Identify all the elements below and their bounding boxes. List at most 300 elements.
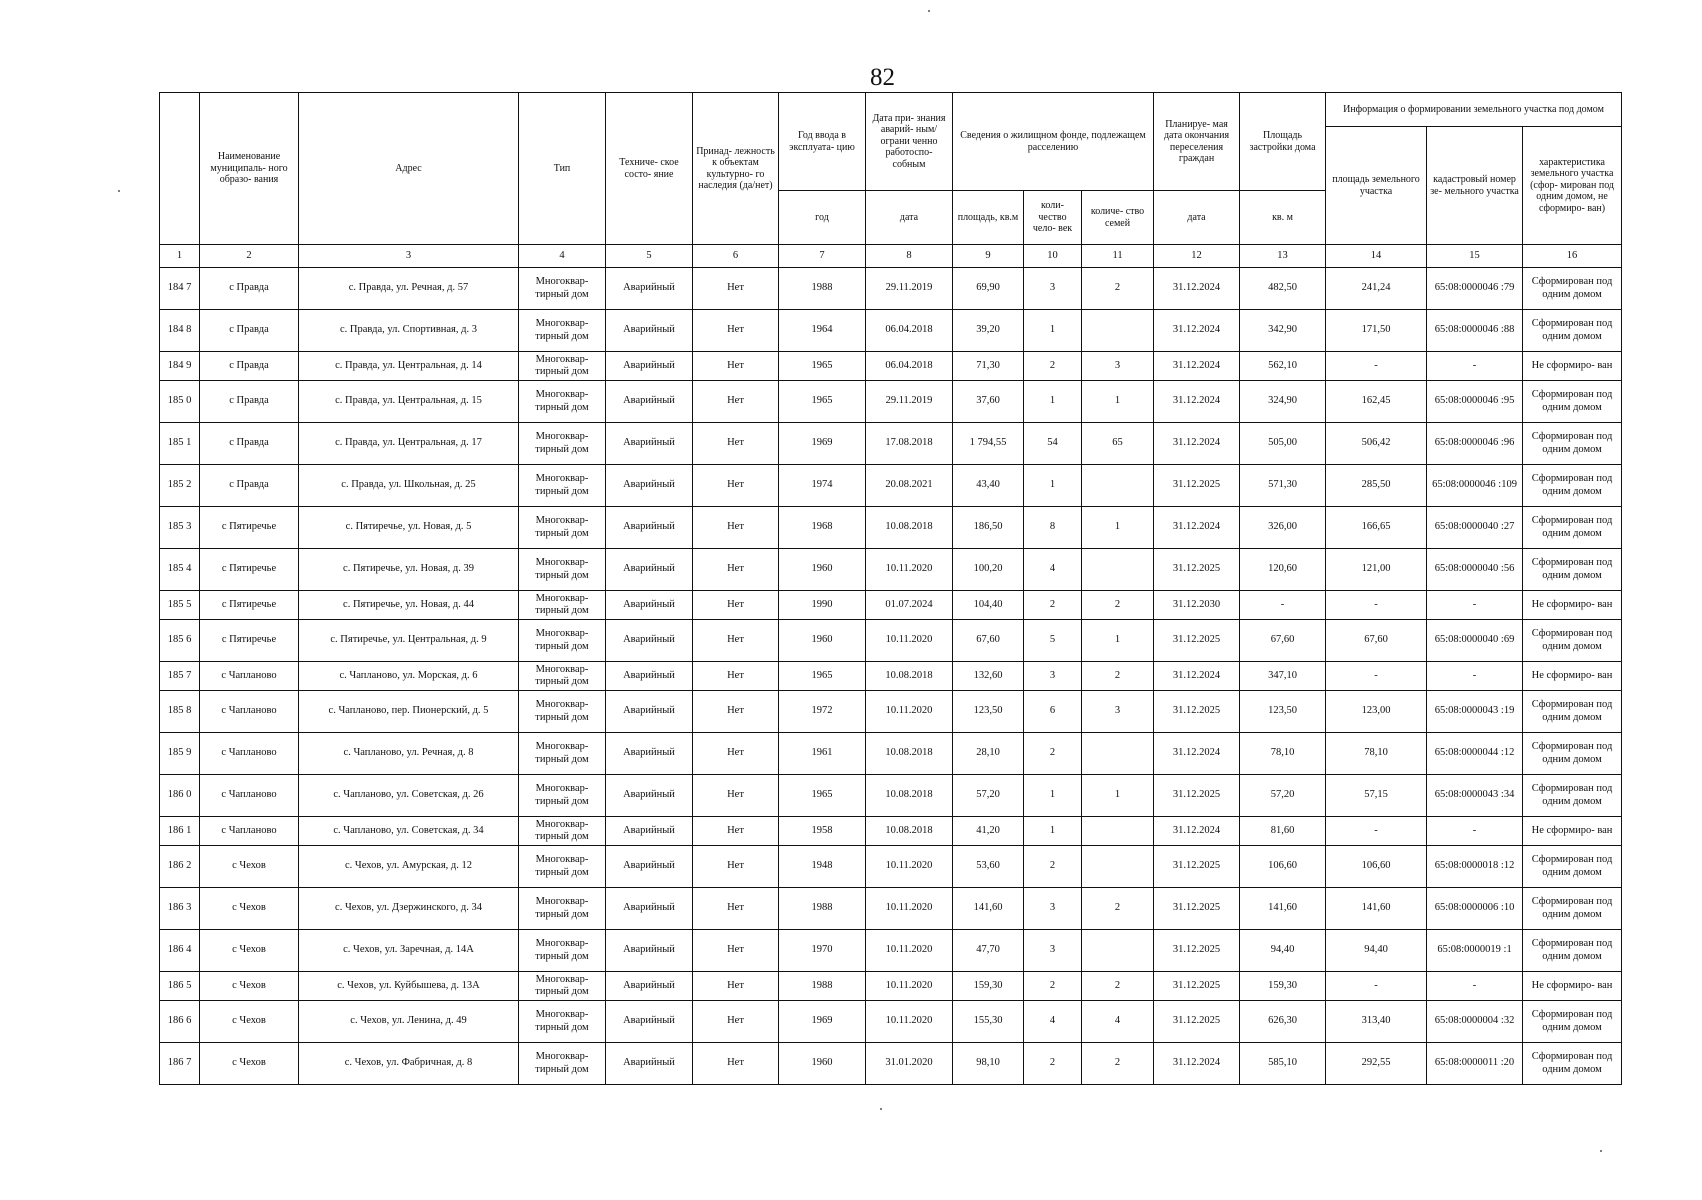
people-cell: 5 (1024, 620, 1082, 662)
header-empty-cell (160, 93, 200, 245)
year-cell: 1988 (779, 268, 866, 310)
planned-date-cell: 31.12.2025 (1154, 465, 1240, 507)
state-cell: Аварийный (606, 1043, 693, 1085)
land-char-cell: Сформирован под одним домом (1523, 310, 1622, 352)
emergency-date-cell: 31.01.2020 (866, 1043, 953, 1085)
land-char-cell: Сформирован под одним домом (1523, 930, 1622, 972)
cadastral-cell: 65:08:0000040 :27 (1427, 507, 1523, 549)
emergency-date-cell: 20.08.2021 (866, 465, 953, 507)
table-row (160, 775, 1622, 817)
cadastral-cell: 65:08:0000019 :1 (1427, 930, 1523, 972)
building-area-cell: 67,60 (1240, 620, 1326, 662)
cadastral-cell: - (1427, 591, 1523, 620)
people-cell: 4 (1024, 1001, 1082, 1043)
row-number: 186 5 (160, 972, 200, 1001)
building-area-cell: 342,90 (1240, 310, 1326, 352)
state-cell: Аварийный (606, 972, 693, 1001)
families-cell (1082, 846, 1154, 888)
families-cell: 1 (1082, 507, 1154, 549)
table-body (160, 268, 1622, 1085)
families-cell: 2 (1082, 1043, 1154, 1085)
families-cell (1082, 465, 1154, 507)
people-cell: 2 (1024, 733, 1082, 775)
row-number: 186 6 (160, 1001, 200, 1043)
area-cell: 47,70 (953, 930, 1024, 972)
table-row (160, 620, 1622, 662)
municipality-cell: с Чехов (200, 846, 299, 888)
table-row (160, 465, 1622, 507)
address-cell: с. Чапланово, ул. Морская, д. 6 (299, 662, 519, 691)
type-cell: Многоквар- тирный дом (519, 846, 606, 888)
address-cell: с. Чехов, ул. Дзержинского, д. 34 (299, 888, 519, 930)
header-heritage: Принад- лежность к объектам культурно- го наследия (да/нет) (693, 93, 779, 245)
address-cell: с. Чапланово, пер. Пионерский, д. 5 (299, 691, 519, 733)
year-cell: 1990 (779, 591, 866, 620)
building-area-cell: 57,20 (1240, 775, 1326, 817)
building-area-cell: 571,30 (1240, 465, 1326, 507)
year-cell: 1960 (779, 549, 866, 591)
planned-date-cell: 31.12.2024 (1154, 423, 1240, 465)
year-cell: 1970 (779, 930, 866, 972)
area-cell: 67,60 (953, 620, 1024, 662)
municipality-cell: с Чехов (200, 1001, 299, 1043)
year-cell: 1960 (779, 620, 866, 662)
row-number: 186 1 (160, 817, 200, 846)
municipality-cell: с Правда (200, 268, 299, 310)
emergency-date-cell: 29.11.2019 (866, 381, 953, 423)
address-cell: с. Чехов, ул. Амурская, д. 12 (299, 846, 519, 888)
families-cell: 3 (1082, 352, 1154, 381)
state-cell: Аварийный (606, 268, 693, 310)
land-char-cell: Не сформиро- ван (1523, 352, 1622, 381)
families-cell: 1 (1082, 775, 1154, 817)
land-char-cell: Сформирован под одним домом (1523, 507, 1622, 549)
people-cell: 8 (1024, 507, 1082, 549)
cadastral-cell: - (1427, 352, 1523, 381)
families-cell (1082, 549, 1154, 591)
type-cell: Многоквар- тирный дом (519, 620, 606, 662)
column-number: 9 (953, 245, 1024, 268)
year-cell: 1965 (779, 352, 866, 381)
emergency-date-cell: 17.08.2018 (866, 423, 953, 465)
heritage-cell: Нет (693, 888, 779, 930)
cadastral-cell: 65:08:0000004 :32 (1427, 1001, 1523, 1043)
type-cell: Многоквар- тирный дом (519, 930, 606, 972)
area-cell: 100,20 (953, 549, 1024, 591)
address-cell: с. Правда, ул. Центральная, д. 17 (299, 423, 519, 465)
table-row (160, 817, 1622, 846)
year-cell: 1948 (779, 846, 866, 888)
table-row (160, 549, 1622, 591)
planned-date-cell: 31.12.2025 (1154, 930, 1240, 972)
emergency-date-cell: 10.11.2020 (866, 549, 953, 591)
people-cell: 2 (1024, 846, 1082, 888)
header-type: Тип (519, 93, 606, 245)
planned-date-cell: 31.12.2025 (1154, 775, 1240, 817)
municipality-cell: с Правда (200, 310, 299, 352)
type-cell: Многоквар- тирный дом (519, 352, 606, 381)
row-number: 186 7 (160, 1043, 200, 1085)
people-cell: 1 (1024, 465, 1082, 507)
table-row (160, 423, 1622, 465)
year-cell: 1961 (779, 733, 866, 775)
land-char-cell: Сформирован под одним домом (1523, 423, 1622, 465)
table-row (160, 1001, 1622, 1043)
address-cell: с. Правда, ул. Центральная, д. 15 (299, 381, 519, 423)
emergency-date-cell: 10.08.2018 (866, 733, 953, 775)
land-area-cell: 57,15 (1326, 775, 1427, 817)
emergency-date-cell: 10.08.2018 (866, 775, 953, 817)
area-cell: 53,60 (953, 846, 1024, 888)
heritage-cell: Нет (693, 423, 779, 465)
land-char-cell: Не сформиро- ван (1523, 591, 1622, 620)
area-cell: 37,60 (953, 381, 1024, 423)
municipality-cell: с Правда (200, 381, 299, 423)
area-cell: 98,10 (953, 1043, 1024, 1085)
planned-date-cell: 31.12.2024 (1154, 352, 1240, 381)
row-number: 186 4 (160, 930, 200, 972)
header-land-char: характеристика земельного участка (сфор- мирован под одним домом, не сформиро- ван) (1523, 127, 1622, 245)
type-cell: Многоквар- тирный дом (519, 1043, 606, 1085)
heritage-cell: Нет (693, 691, 779, 733)
table-row (160, 846, 1622, 888)
address-cell: с. Чапланово, ул. Речная, д. 8 (299, 733, 519, 775)
municipality-cell: с Чехов (200, 972, 299, 1001)
families-cell: 2 (1082, 972, 1154, 1001)
type-cell: Многоквар- тирный дом (519, 972, 606, 1001)
emergency-date-cell: 29.11.2019 (866, 268, 953, 310)
cadastral-cell: 65:08:0000018 :12 (1427, 846, 1523, 888)
land-area-cell: 141,60 (1326, 888, 1427, 930)
planned-date-cell: 31.12.2025 (1154, 620, 1240, 662)
year-cell: 1968 (779, 507, 866, 549)
people-cell: 3 (1024, 662, 1082, 691)
year-cell: 1974 (779, 465, 866, 507)
planned-date-cell: 31.12.2025 (1154, 1001, 1240, 1043)
land-char-cell: Сформирован под одним домом (1523, 1043, 1622, 1085)
state-cell: Аварийный (606, 733, 693, 775)
people-cell: 3 (1024, 888, 1082, 930)
families-cell: 1 (1082, 620, 1154, 662)
people-cell: 2 (1024, 1043, 1082, 1085)
state-cell: Аварийный (606, 620, 693, 662)
families-cell (1082, 817, 1154, 846)
type-cell: Многоквар- тирный дом (519, 662, 606, 691)
column-number: 5 (606, 245, 693, 268)
year-cell: 1988 (779, 888, 866, 930)
cadastral-cell: 65:08:0000044 :12 (1427, 733, 1523, 775)
year-cell: 1965 (779, 775, 866, 817)
cadastral-cell: 65:08:0000046 :109 (1427, 465, 1523, 507)
row-number: 184 7 (160, 268, 200, 310)
type-cell: Многоквар- тирный дом (519, 549, 606, 591)
heritage-cell: Нет (693, 620, 779, 662)
column-number: 1 (160, 245, 200, 268)
planned-date-cell: 31.12.2024 (1154, 381, 1240, 423)
row-number: 186 2 (160, 846, 200, 888)
area-cell: 1 794,55 (953, 423, 1024, 465)
building-area-cell: - (1240, 591, 1326, 620)
cadastral-cell: 65:08:0000011 :20 (1427, 1043, 1523, 1085)
cadastral-cell: 65:08:0000046 :96 (1427, 423, 1523, 465)
table-row (160, 1043, 1622, 1085)
emergency-date-cell: 10.11.2020 (866, 846, 953, 888)
type-cell: Многоквар- тирный дом (519, 381, 606, 423)
emergency-date-cell: 10.11.2020 (866, 691, 953, 733)
type-cell: Многоквар- тирный дом (519, 733, 606, 775)
municipality-cell: с Чапланово (200, 775, 299, 817)
row-number: 184 8 (160, 310, 200, 352)
planned-date-cell: 31.12.2025 (1154, 846, 1240, 888)
row-number: 184 9 (160, 352, 200, 381)
header-building-area: Площадь застройки дома (1240, 93, 1326, 191)
area-cell: 39,20 (953, 310, 1024, 352)
state-cell: Аварийный (606, 930, 693, 972)
land-area-cell: 166,65 (1326, 507, 1427, 549)
emergency-date-cell: 10.11.2020 (866, 930, 953, 972)
cadastral-cell: 65:08:0000046 :88 (1427, 310, 1523, 352)
row-number: 186 0 (160, 775, 200, 817)
emergency-date-cell: 10.11.2020 (866, 972, 953, 1001)
cadastral-cell: 65:08:0000006 :10 (1427, 888, 1523, 930)
building-area-cell: 324,90 (1240, 381, 1326, 423)
state-cell: Аварийный (606, 591, 693, 620)
people-cell: 6 (1024, 691, 1082, 733)
heritage-cell: Нет (693, 930, 779, 972)
header-planned-date: Планируе- мая дата окончания переселения граждан (1154, 93, 1240, 191)
families-cell: 65 (1082, 423, 1154, 465)
state-cell: Аварийный (606, 846, 693, 888)
housing-table (159, 92, 1622, 1085)
families-cell (1082, 930, 1154, 972)
table-row (160, 972, 1622, 1001)
land-area-cell: 241,24 (1326, 268, 1427, 310)
address-cell: с. Правда, ул. Центральная, д. 14 (299, 352, 519, 381)
municipality-cell: с Чехов (200, 930, 299, 972)
scan-speck (880, 1108, 882, 1110)
type-cell: Многоквар- тирный дом (519, 423, 606, 465)
municipality-cell: с Пятиречье (200, 591, 299, 620)
type-cell: Многоквар- тирный дом (519, 465, 606, 507)
address-cell: с. Чехов, ул. Куйбышева, д. 13А (299, 972, 519, 1001)
column-number: 14 (1326, 245, 1427, 268)
heritage-cell: Нет (693, 972, 779, 1001)
building-area-cell: 347,10 (1240, 662, 1326, 691)
building-area-cell: 326,00 (1240, 507, 1326, 549)
cadastral-cell: 65:08:0000040 :56 (1427, 549, 1523, 591)
planned-date-cell: 31.12.2024 (1154, 733, 1240, 775)
land-area-cell: - (1326, 662, 1427, 691)
municipality-cell: с Чапланово (200, 662, 299, 691)
cadastral-cell: - (1427, 817, 1523, 846)
area-cell: 123,50 (953, 691, 1024, 733)
land-char-cell: Сформирован под одним домом (1523, 775, 1622, 817)
row-number: 185 6 (160, 620, 200, 662)
row-number: 185 2 (160, 465, 200, 507)
heritage-cell: Нет (693, 775, 779, 817)
heritage-cell: Нет (693, 662, 779, 691)
emergency-date-cell: 06.04.2018 (866, 352, 953, 381)
land-area-cell: 94,40 (1326, 930, 1427, 972)
column-number: 10 (1024, 245, 1082, 268)
people-cell: 1 (1024, 775, 1082, 817)
land-area-cell: 171,50 (1326, 310, 1427, 352)
year-cell: 1958 (779, 817, 866, 846)
header-tech-state: Техниче- ское состо- яние (606, 93, 693, 245)
families-cell: 4 (1082, 1001, 1154, 1043)
people-cell: 2 (1024, 972, 1082, 1001)
state-cell: Аварийный (606, 1001, 693, 1043)
state-cell: Аварийный (606, 817, 693, 846)
land-char-cell: Сформирован под одним домом (1523, 846, 1622, 888)
header-sub-people: коли- чество чело- век (1024, 191, 1082, 245)
cadastral-cell: - (1427, 662, 1523, 691)
cadastral-cell: 65:08:0000043 :19 (1427, 691, 1523, 733)
column-number: 2 (200, 245, 299, 268)
year-cell: 1965 (779, 381, 866, 423)
row-number: 185 5 (160, 591, 200, 620)
scan-speck (118, 190, 120, 192)
families-cell (1082, 733, 1154, 775)
municipality-cell: с Пятиречье (200, 549, 299, 591)
emergency-date-cell: 10.08.2018 (866, 662, 953, 691)
address-cell: с. Чехов, ул. Ленина, д. 49 (299, 1001, 519, 1043)
header-land-area: площадь земельного участка (1326, 127, 1427, 245)
building-area-cell: 120,60 (1240, 549, 1326, 591)
state-cell: Аварийный (606, 465, 693, 507)
scan-speck (928, 10, 930, 12)
people-cell: 1 (1024, 381, 1082, 423)
column-number: 8 (866, 245, 953, 268)
planned-date-cell: 31.12.2025 (1154, 691, 1240, 733)
building-area-cell: 562,10 (1240, 352, 1326, 381)
column-number: 7 (779, 245, 866, 268)
table-row (160, 733, 1622, 775)
land-area-cell: 78,10 (1326, 733, 1427, 775)
state-cell: Аварийный (606, 423, 693, 465)
table-row (160, 691, 1622, 733)
header-municipality: Наименование муниципаль- ного образо- вания (200, 93, 299, 245)
land-char-cell: Не сформиро- ван (1523, 817, 1622, 846)
land-area-cell: 313,40 (1326, 1001, 1427, 1043)
table-row (160, 507, 1622, 549)
address-cell: с. Пятиречье, ул. Новая, д. 39 (299, 549, 519, 591)
area-cell: 141,60 (953, 888, 1024, 930)
land-char-cell: Не сформиро- ван (1523, 972, 1622, 1001)
municipality-cell: с Правда (200, 352, 299, 381)
year-cell: 1969 (779, 1001, 866, 1043)
land-char-cell: Не сформиро- ван (1523, 662, 1622, 691)
land-char-cell: Сформирован под одним домом (1523, 549, 1622, 591)
municipality-cell: с Пятиречье (200, 507, 299, 549)
land-char-cell: Сформирован под одним домом (1523, 465, 1622, 507)
land-char-cell: Сформирован под одним домом (1523, 733, 1622, 775)
heritage-cell: Нет (693, 465, 779, 507)
land-char-cell: Сформирован под одним домом (1523, 691, 1622, 733)
header-address: Адрес (299, 93, 519, 245)
address-cell: с. Чапланово, ул. Советская, д. 26 (299, 775, 519, 817)
row-number: 186 3 (160, 888, 200, 930)
area-cell: 71,30 (953, 352, 1024, 381)
families-cell: 3 (1082, 691, 1154, 733)
planned-date-cell: 31.12.2025 (1154, 972, 1240, 1001)
heritage-cell: Нет (693, 268, 779, 310)
building-area-cell: 626,30 (1240, 1001, 1326, 1043)
heritage-cell: Нет (693, 1043, 779, 1085)
emergency-date-cell: 10.11.2020 (866, 620, 953, 662)
building-area-cell: 94,40 (1240, 930, 1326, 972)
heritage-cell: Нет (693, 817, 779, 846)
state-cell: Аварийный (606, 381, 693, 423)
type-cell: Многоквар- тирный дом (519, 268, 606, 310)
heritage-cell: Нет (693, 310, 779, 352)
people-cell: 3 (1024, 268, 1082, 310)
header-sub-families: количе- ство семей (1082, 191, 1154, 245)
municipality-cell: с Чехов (200, 888, 299, 930)
land-area-cell: 67,60 (1326, 620, 1427, 662)
heritage-cell: Нет (693, 733, 779, 775)
planned-date-cell: 31.12.2024 (1154, 1043, 1240, 1085)
column-number: 11 (1082, 245, 1154, 268)
families-cell: 2 (1082, 888, 1154, 930)
land-area-cell: - (1326, 817, 1427, 846)
type-cell: Многоквар- тирный дом (519, 591, 606, 620)
area-cell: 132,60 (953, 662, 1024, 691)
table-row (160, 268, 1622, 310)
people-cell: 54 (1024, 423, 1082, 465)
building-area-cell: 141,60 (1240, 888, 1326, 930)
emergency-date-cell: 10.11.2020 (866, 1001, 953, 1043)
scan-speck (1600, 1150, 1602, 1152)
area-cell: 155,30 (953, 1001, 1024, 1043)
column-number: 13 (1240, 245, 1326, 268)
type-cell: Многоквар- тирный дом (519, 817, 606, 846)
header-year-built: Год ввода в эксплуата- цию (779, 93, 866, 191)
heritage-cell: Нет (693, 591, 779, 620)
building-area-cell: 106,60 (1240, 846, 1326, 888)
table-row (160, 662, 1622, 691)
heritage-cell: Нет (693, 1001, 779, 1043)
families-cell (1082, 310, 1154, 352)
land-area-cell: 285,50 (1326, 465, 1427, 507)
year-cell: 1972 (779, 691, 866, 733)
row-number: 185 1 (160, 423, 200, 465)
land-area-cell: 106,60 (1326, 846, 1427, 888)
year-cell: 1965 (779, 662, 866, 691)
type-cell: Многоквар- тирный дом (519, 507, 606, 549)
land-char-cell: Сформирован под одним домом (1523, 1001, 1622, 1043)
building-area-cell: 505,00 (1240, 423, 1326, 465)
families-cell: 2 (1082, 591, 1154, 620)
area-cell: 28,10 (953, 733, 1024, 775)
planned-date-cell: 31.12.2025 (1154, 549, 1240, 591)
state-cell: Аварийный (606, 507, 693, 549)
type-cell: Многоквар- тирный дом (519, 775, 606, 817)
people-cell: 2 (1024, 352, 1082, 381)
header-housing-group: Сведения о жилищном фонде, подлежащем расселению (953, 93, 1154, 191)
row-number: 185 4 (160, 549, 200, 591)
building-area-cell: 123,50 (1240, 691, 1326, 733)
area-cell: 69,90 (953, 268, 1024, 310)
land-char-cell: Сформирован под одним домом (1523, 620, 1622, 662)
year-cell: 1969 (779, 423, 866, 465)
building-area-cell: 78,10 (1240, 733, 1326, 775)
planned-date-cell: 31.12.2024 (1154, 662, 1240, 691)
cadastral-cell: 65:08:0000046 :79 (1427, 268, 1523, 310)
municipality-cell: с Правда (200, 423, 299, 465)
land-area-cell: - (1326, 972, 1427, 1001)
emergency-date-cell: 10.08.2018 (866, 817, 953, 846)
